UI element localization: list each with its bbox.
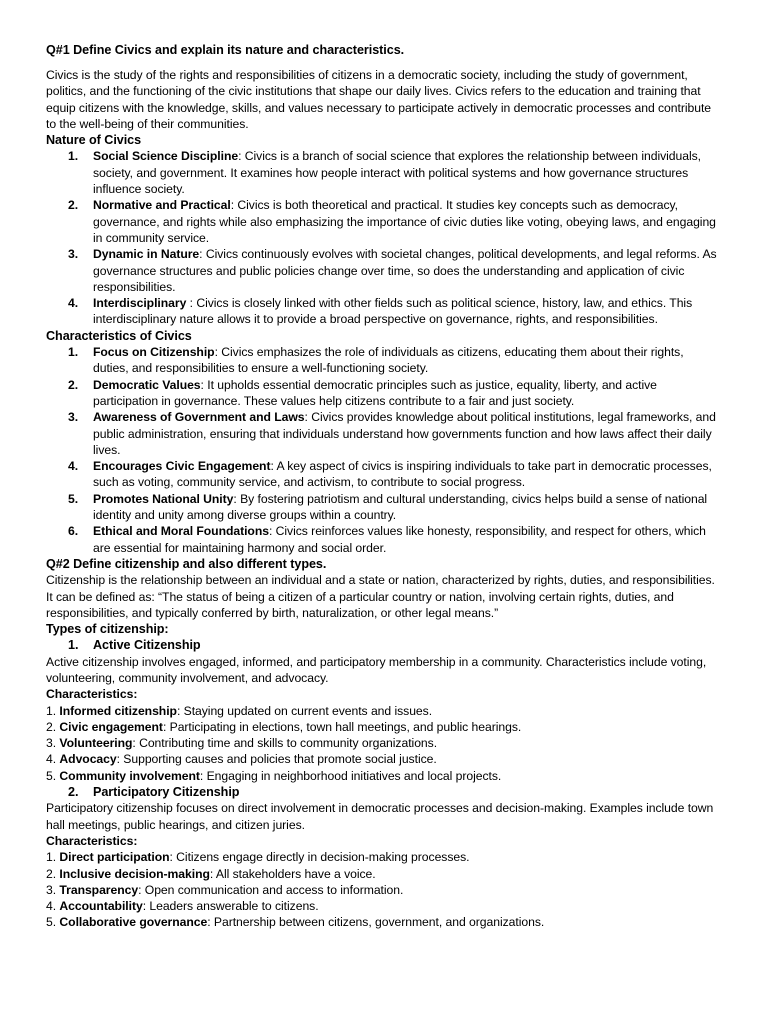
item-text: : Participating in elections, town hall meetings, and public hearings. — [162, 719, 522, 734]
type-name: Participatory Citizenship — [93, 785, 240, 800]
item-number: 1. — [46, 703, 57, 718]
item-term: Civic engagement — [59, 719, 163, 734]
list-item — [46, 377, 722, 410]
item-number: 3. — [46, 882, 57, 897]
item-text: A key aspect of civics is inspiring individuals to take part in democratic processes, such as voting, community service, and activism, to contribute to social progress. — [93, 459, 712, 490]
item-term: Direct participation — [59, 850, 170, 865]
item-text: : Leaders answerable to citizens. — [142, 899, 319, 914]
item-text: Civics is both theoretical and practical. It studies key concepts such as democracy, governance, and rights while also emphasizing the importance of civic duties like voting, obeying laws, and engaging in community service. — [93, 198, 716, 245]
item-text: : Partnership between citizens, government, and organizations. — [207, 915, 545, 930]
item-text: Civics provides knowledge about political institutions, legal frameworks, and public administration, ensuring that individuals understand how governments function and how laws affect their daily lives. — [93, 410, 716, 457]
item-text: It upholds essential democratic principles such as justice, equality, liberty, and active participation in governance. These values help citizens contribute to a fair and just society. — [93, 377, 657, 408]
item-term: Collaborative governance — [59, 915, 208, 930]
item-term: Transparency — [59, 882, 139, 897]
item-text: : Engaging in neighborhood initiatives and local projects. — [199, 768, 502, 783]
item-term: Focus on Citizenship — [93, 345, 215, 360]
list-item — [46, 768, 722, 784]
item-number: 6. — [68, 524, 79, 539]
type-active-description: Active citizenship involves engaged, informed, and participatory membership in a community. Characteristics include voting, volunteering, community involvement, and advocacy. — [46, 654, 707, 685]
item-number: 2. — [68, 377, 79, 392]
item-term: Volunteering — [59, 736, 133, 751]
document-body — [46, 42, 722, 931]
item-number: 1. — [68, 149, 79, 164]
item-text: : Open communication and access to information. — [138, 882, 404, 897]
item-number: 4. — [46, 899, 57, 914]
list-item — [46, 719, 722, 735]
type-active-heading — [46, 637, 722, 653]
type-number: 1. — [68, 638, 79, 653]
list-item — [46, 409, 722, 458]
item-text: Civics is a branch of social science that explores the relationship between individuals, society, and government. It examines how people interact with political systems and how governance structures influence society. — [93, 149, 702, 197]
list-item — [46, 491, 722, 524]
item-text: : Staying updated on current events and issues. — [176, 703, 433, 718]
item-term: Ethical and Moral Foundations — [93, 524, 269, 539]
item-sep: : — [233, 491, 237, 506]
item-text: : All stakeholders have a voice. — [209, 866, 376, 881]
item-text: : Citizens engage directly in decision-making processes. — [169, 850, 470, 865]
item-sep: : — [268, 524, 273, 539]
item-term: Awareness of Government and Laws — [93, 410, 305, 425]
q1-intro: Civics is the study of the rights and responsibilities of citizens in a democratic society, including the study of government, politics, and the functioning of the civic institutions that shape our daily lives. Civics refers to the education and training that equip citizens with the knowledge, skills, and values necessary to participate actively in democratic processes and contribute to the well-being of their communities. — [46, 68, 712, 131]
item-text: Civics continuously evolves with societal changes, political developments, and legal reforms. As governance structures and public policies change over time, so does the understanding and application of civic responsibilities. — [93, 247, 717, 294]
item-sep: : — [199, 247, 203, 262]
item-number: 1. — [46, 850, 57, 865]
item-text: : Supporting causes and policies that promote social justice. — [116, 752, 437, 767]
item-text: Civics is closely linked with other fields such as political science, history, law, and ethics. This interdisciplinary nature allows it to provide a broad perspective on governance, rights, and responsibilities. — [93, 296, 693, 327]
item-term: Advocacy — [59, 752, 117, 767]
item-number: 2. — [68, 198, 79, 213]
type-active-characteristics-label: Characteristics: — [46, 687, 138, 702]
list-item — [46, 523, 722, 556]
type-name: Active Citizenship — [93, 638, 201, 653]
item-term: Democratic Values — [93, 377, 201, 392]
characteristics-list — [46, 344, 722, 556]
item-term: Promotes National Unity — [93, 491, 234, 506]
item-number: 5. — [46, 768, 57, 783]
item-number: 2. — [46, 866, 57, 881]
q2-intro: Citizenship is the relationship between an individual and a state or nation, characterized by rights, duties, and responsibilities. It can be defined as: “The status of being a citizen of a particular country or nation, involving certain rights, duties, and responsibilities, and typically conferred by birth, naturalization, or other legal means.” — [46, 573, 715, 620]
list-item — [46, 898, 722, 914]
item-term: Normative and Practical — [93, 198, 231, 213]
types-heading: Types of citizenship: — [46, 622, 169, 637]
list-item — [46, 882, 722, 898]
list-item — [46, 148, 722, 197]
q2-title: Q#2 Define citizenship and also different types. — [46, 556, 327, 571]
list-item — [46, 866, 722, 882]
item-term: Informed citizenship — [59, 703, 177, 718]
item-text: By fostering patriotism and cultural understanding, civics helps build a sense of national identity and unity among diverse groups within a country. — [93, 491, 708, 523]
item-term: Accountability — [59, 899, 143, 914]
item-sep: : — [214, 345, 218, 360]
type-number: 2. — [68, 785, 79, 800]
item-sep: : — [200, 377, 204, 392]
list-item — [46, 735, 722, 751]
item-term: Encourages Civic Engagement — [93, 459, 271, 474]
item-sep: : — [230, 198, 235, 213]
type-participatory-characteristics-label: Characteristics: — [46, 833, 138, 848]
characteristics-heading: Characteristics of Civics — [46, 328, 192, 343]
list-item — [46, 458, 722, 491]
item-number: 3. — [68, 247, 79, 262]
item-number: 5. — [68, 491, 79, 506]
item-term: Community involvement — [59, 768, 200, 783]
item-number: 4. — [68, 459, 79, 474]
list-item — [46, 849, 722, 865]
list-item — [46, 914, 722, 930]
type-participatory-characteristics — [46, 849, 722, 930]
nature-heading: Nature of Civics — [46, 133, 142, 148]
q1-title: Q#1 Define Civics and explain its nature and characteristics. — [46, 43, 405, 57]
item-text: : Contributing time and skills to community organizations. — [132, 736, 438, 751]
type-participatory-heading — [46, 784, 722, 800]
type-participatory-description: Participatory citizenship focuses on direct involvement in democratic processes and decision-making. Examples include town hall meetings, public hearings, and citizen juries. — [46, 801, 714, 832]
list-item — [46, 295, 722, 328]
item-sep: : — [189, 296, 193, 311]
item-number: 3. — [68, 410, 79, 425]
item-sep: : — [238, 149, 242, 164]
item-number: 4. — [46, 752, 57, 767]
item-term: Inclusive decision-making — [59, 866, 210, 881]
type-active-characteristics — [46, 703, 722, 784]
item-number: 4. — [68, 296, 79, 311]
nature-list — [46, 148, 722, 327]
item-number: 5. — [46, 915, 57, 930]
item-text: Civics reinforces values like honesty, responsibility, and respect for others, which are essential for maintaining harmony and social order. — [93, 524, 706, 555]
list-item — [46, 197, 722, 246]
item-sep: : — [304, 410, 308, 425]
list-item — [46, 751, 722, 767]
list-item — [46, 703, 722, 719]
item-term: Interdisciplinary — [93, 296, 190, 311]
list-item — [46, 246, 722, 295]
item-sep: : — [270, 459, 274, 474]
item-number: 1. — [68, 345, 79, 360]
list-item — [46, 344, 722, 377]
item-number: 3. — [46, 736, 57, 751]
item-text: Civics emphasizes the role of individuals as citizens, educating them about their rights, duties, and responsibilities to ensure a well-functioning society. — [93, 345, 684, 376]
item-term: Dynamic in Nature — [93, 247, 200, 262]
item-term: Social Science Discipline — [93, 149, 239, 164]
item-number: 2. — [46, 719, 57, 734]
